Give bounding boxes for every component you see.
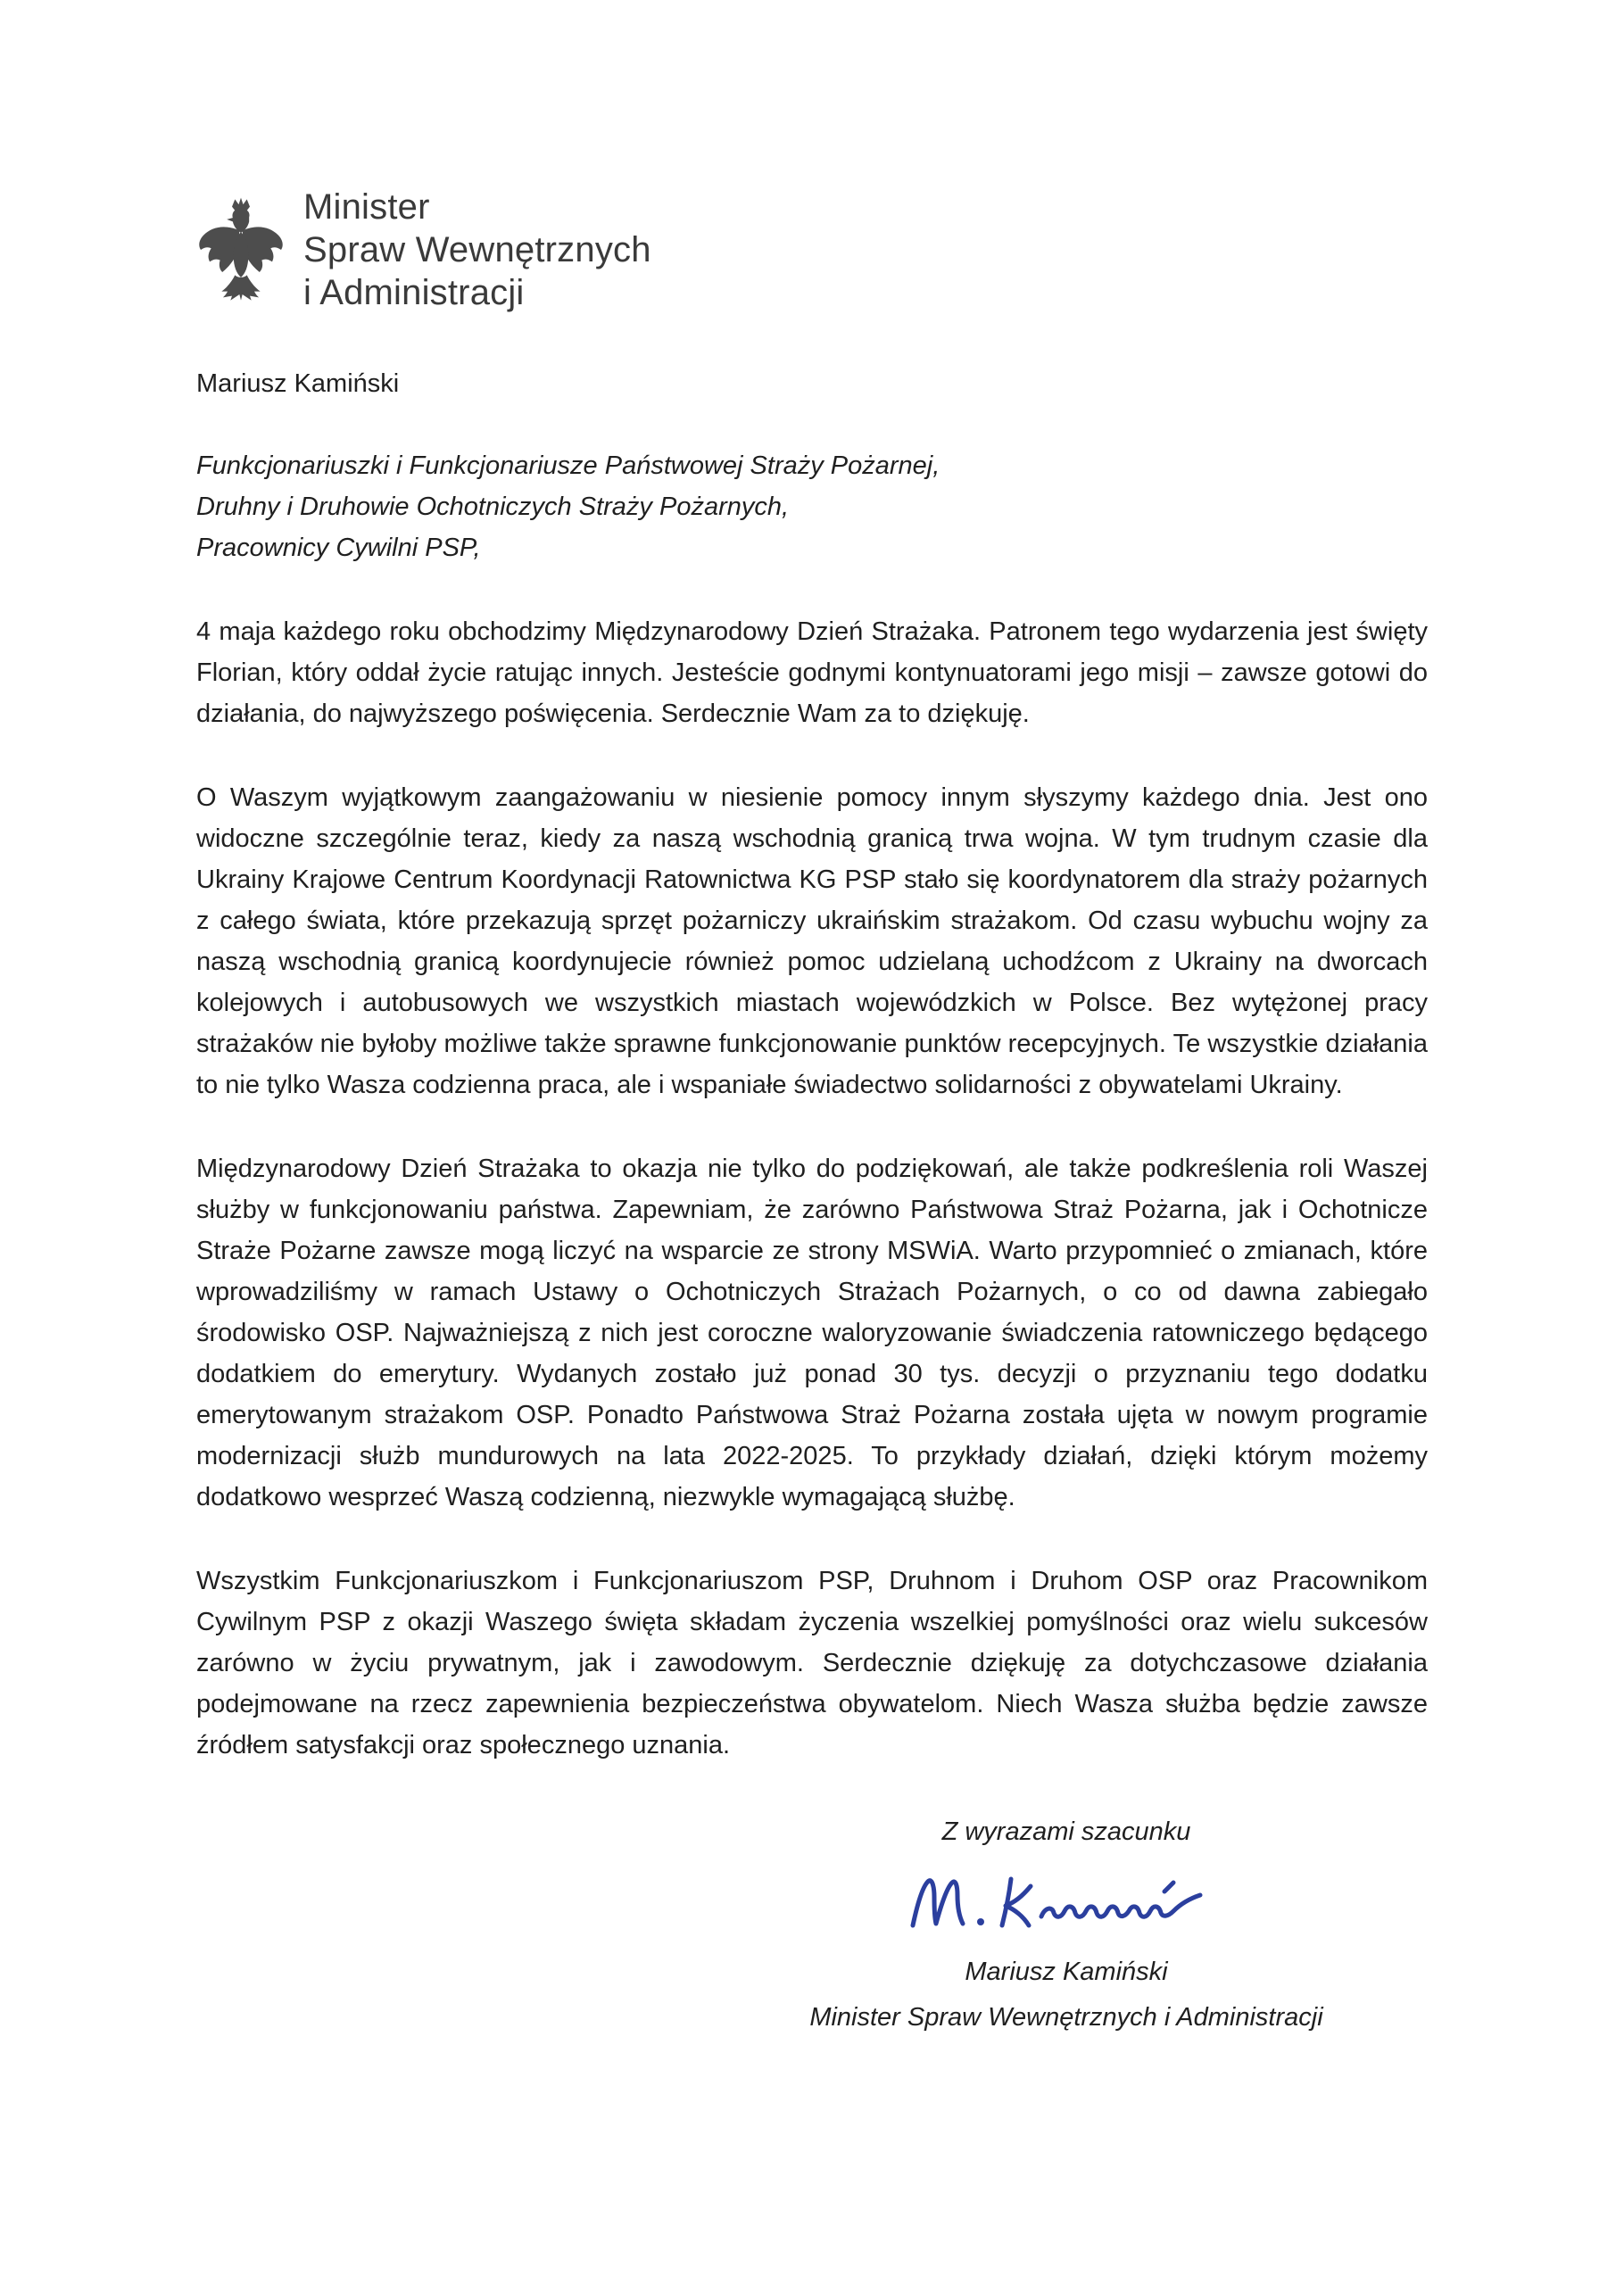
body-paragraph: Międzynarodowy Dzień Strażaka to okazja nie tylko do podziękowań, ale także podkreślenia roli Waszej służby w funkcjonowaniu państwa. Zapewniam, że zarówno Państwowa Straż Pożarna, jak i Ochotnicze Straże Pożarne zawsze mogą liczyć na wsparcie ze strony MSWiA. Warto przypomnieć o zmianach, które wprowadziliśmy w ramach Ustawy o Ochotniczych Strażach Pożarnych, o co od dawna zabiegało środowisko OSP. Najważniejszą z nich jest coroczne waloryzowanie świadczenia ratowniczego będącego dodatkiem do emerytury. Wydanych zostało już ponad 30 tys. decyzji o przyznaniu tego dodatku emerytowanym strażakom OSP. Ponadto Państwowa Straż Pożarna została ujęta w nowym programie modernizacji służb mundurowych na lata 2022-2025. To przykłady działań, dzięki którym możemy dodatkowo wesprzeć Waszą codzienną, niezwykle wymagającą służbę. [196, 1155, 1428, 1511]
salutation-line-3: Pracownicy Cywilni PSP, [196, 534, 481, 562]
signer-title: Minister Spraw Wewnętrznych i Administracji [809, 2003, 1323, 2032]
letter-body [196, 611, 1428, 1766]
author-name: Mariusz Kamiński [196, 369, 400, 398]
ministry-name-line-2: Spraw Wewnętrznych [303, 230, 651, 269]
ministry-name [303, 186, 651, 314]
body-paragraph: 4 maja każdego roku obchodzimy Międzynarodowy Dzień Strażaka. Patronem tego wydarzenia jest święty Florian, który oddał życie ratując innych. Jesteście godnymi kontynuatorami jego misji – zawsze gotowi do działania, do najwyższego poświęcenia. Serdecznie Wam za to dziękuję. [196, 617, 1428, 728]
closing-block [718, 1817, 1414, 2032]
salutation-line-2: Druhny i Druhowie Ochotniczych Straży Pożarnych, [196, 493, 790, 521]
ministry-name-line-3: i Administracji [303, 273, 525, 312]
signer-name: Mariusz Kamiński [965, 1958, 1168, 1986]
handwritten-signature [718, 1861, 1414, 1950]
valediction: Z wyrazami szacunku [941, 1817, 1191, 1846]
coat-of-arms-eagle-icon [196, 195, 286, 305]
body-paragraph: O Waszym wyjątkowym zaangażowaniu w niesienie pomocy innym słyszymy każdego dnia. Jest ono widoczne szczególnie teraz, kiedy za naszą wschodnią granicą trwa wojna. W tym trudnym czasie dla Ukrainy Krajowe Centrum Koordynacji Ratownictwa KG PSP stało się koordynatorem dla straży pożarnych z całego świata, które przekazują sprzęt pożarniczy ukraińskim strażakom. Od czasu wybuchu wojny za naszą wschodnią granicą koordynujecie również pomoc udzielaną uchodźcom z Ukrainy na dworcach kolejowych i autobusowych we wszystkich miastach wojewódzkich w Polsce. Bez wytężonej pracy strażaków nie byłoby możliwe także sprawne funkcjonowanie punktów recepcyjnych. Te wszystkie działania to nie tylko Wasza codzienna praca, ale i wspaniałe świadectwo solidarności z obywatelami Ukrainy. [196, 783, 1428, 1099]
letterhead [196, 186, 1428, 314]
signature-period-dot [977, 1918, 984, 1925]
salutation-line-1: Funkcjonariuszki i Funkcjonariusze Państwowej Straży Pożarnej, [196, 451, 940, 480]
salutation [196, 445, 1428, 568]
ministry-name-line-1: Minister [303, 187, 430, 227]
body-paragraph: Wszystkim Funkcjonariuszkom i Funkcjonariuszom PSP, Druhnom i Druhom OSP oraz Pracownikom Cywilnym PSP z okazji Waszego święta składam życzenia wszelkiej pomyślności oraz wielu sukcesów zarówno w życiu prywatnym, jak i zawodowym. Serdecznie dziękuję za dotychczasowe działania podejmowane na rzecz zapewnienia bezpieczeństwa obywatelom. Niech Wasza służba będzie zawsze źródłem satysfakcji oraz społecznego uznania. [196, 1567, 1428, 1759]
